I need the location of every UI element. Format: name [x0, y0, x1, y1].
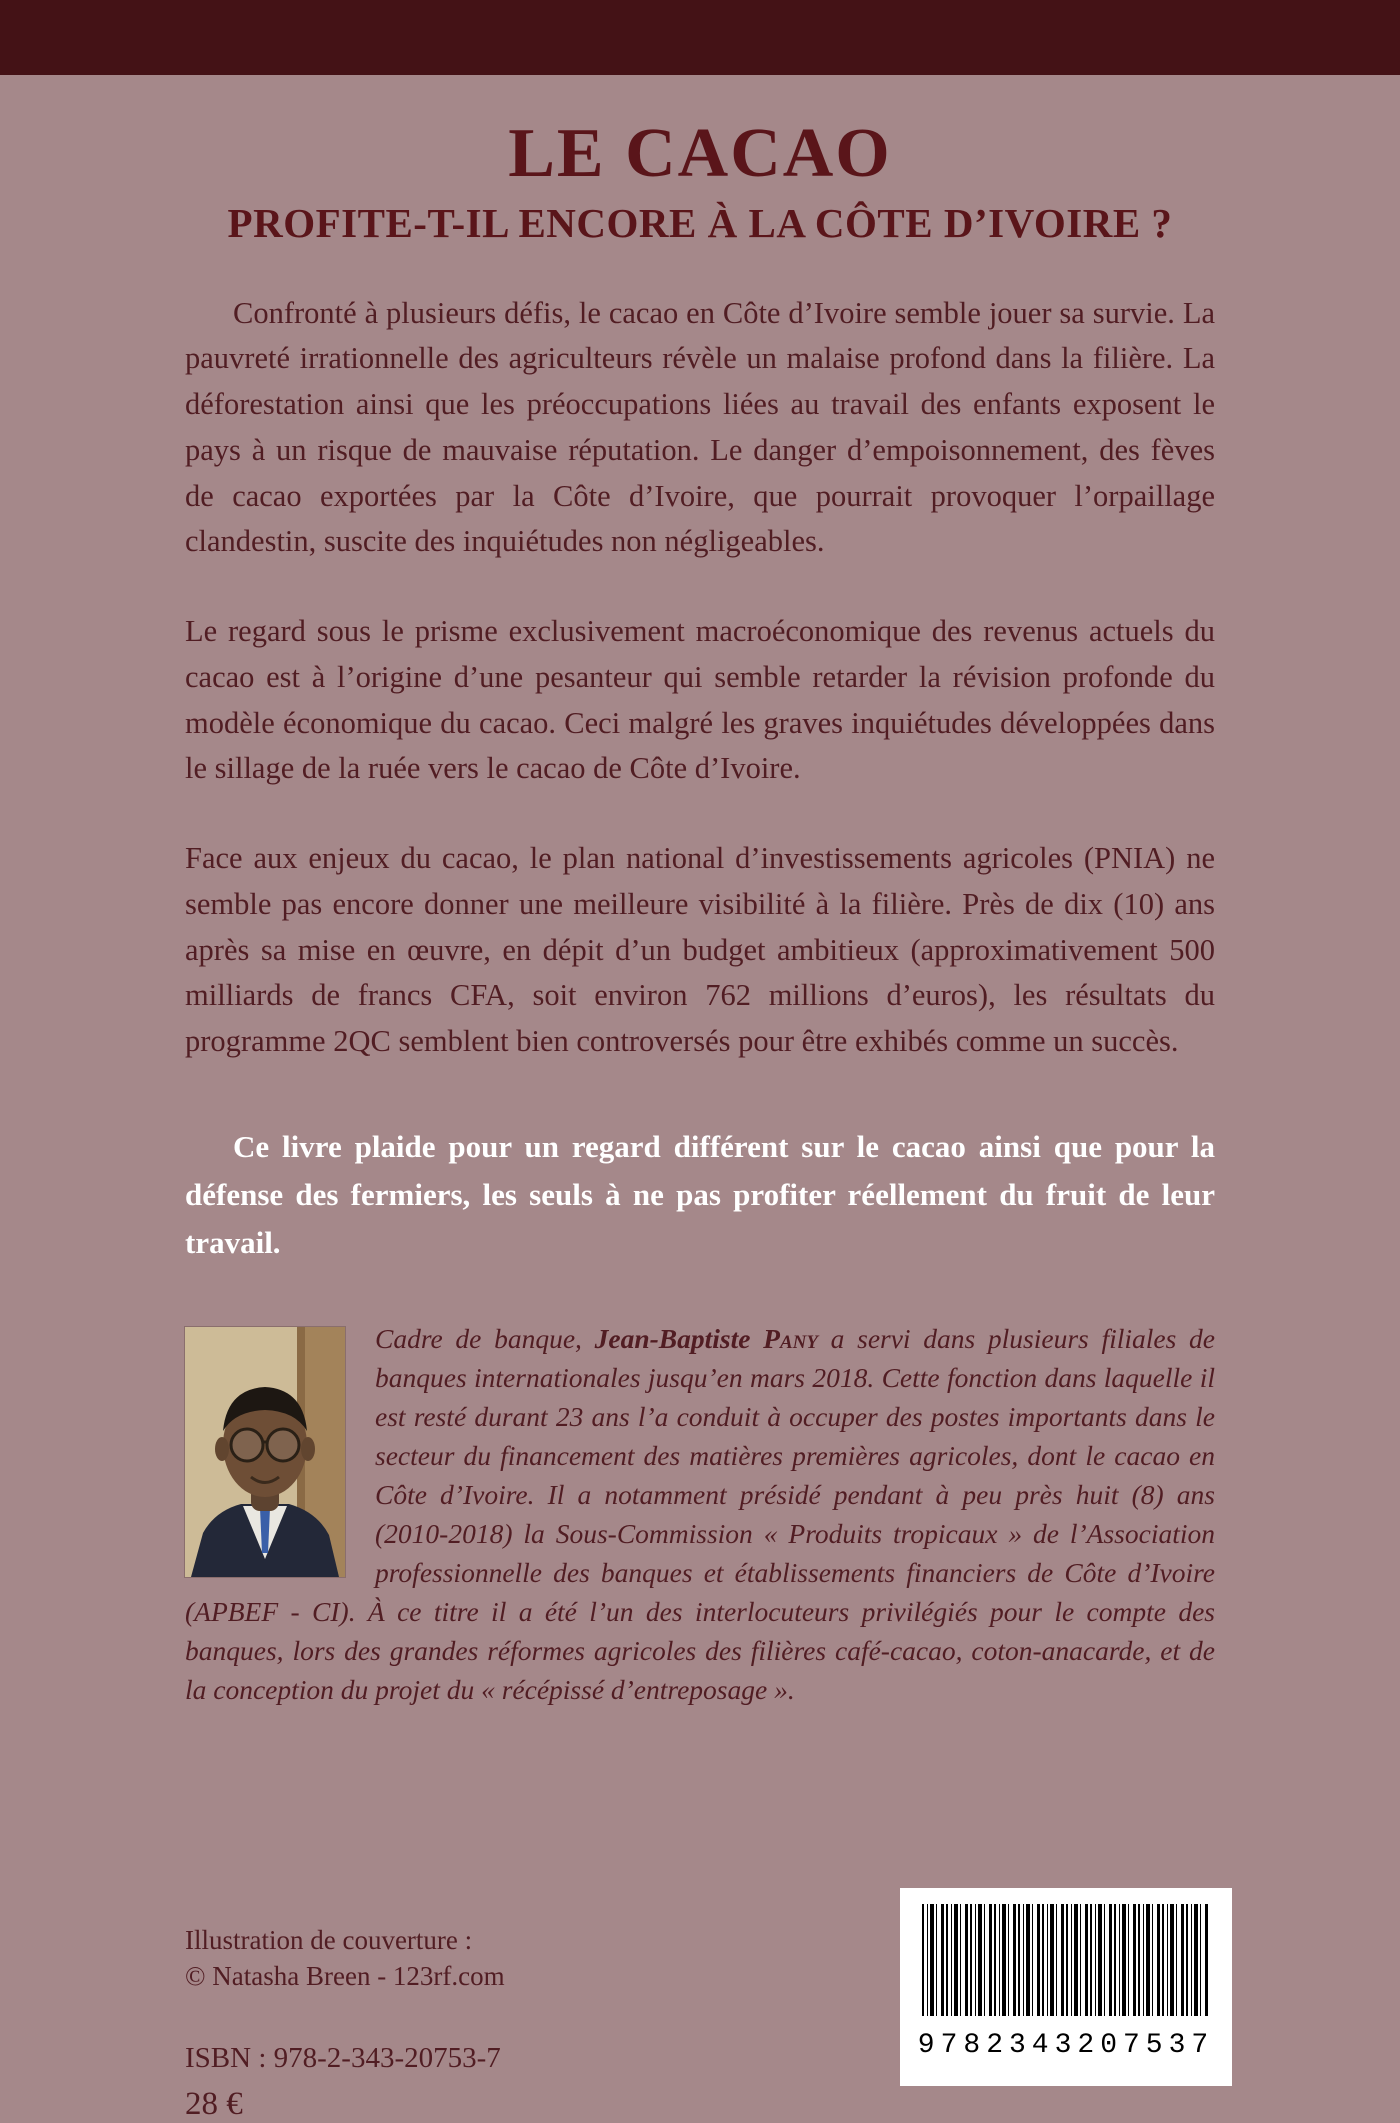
illustration-credit-line2: © Natasha Breen - 123rf.com [185, 1961, 505, 1992]
barcode-bars [922, 1904, 1210, 2016]
author-surname: Pany [763, 1322, 818, 1354]
author-photo [185, 1327, 345, 1577]
illustration-credit-line1: Illustration de couverture : [185, 1925, 473, 1955]
book-title: LE CACAO [508, 115, 892, 192]
author-first-name: Jean-Baptiste [594, 1322, 764, 1354]
book-subtitle: PROFITE-T-IL ENCORE À LA CÔTE D’IVOIRE ? [227, 199, 1173, 246]
top-bar [0, 0, 1400, 75]
author-portrait-illustration [185, 1327, 345, 1577]
paragraph-2: Le regard sous le prisme exclusivement macroéconomique des revenus actuels du cacao est à l’origine d’une pesanteur qui semble retarder la révision profonde du modèle économique du cacao. Ceci malgré les graves inquiétudes développées dans le sillage de la ruée vers le cacao de Côte d’Ivoire. [185, 614, 1215, 786]
barcode-number: 9782343207537 [917, 2030, 1215, 2061]
barcode [900, 1888, 1232, 2086]
bio-body: a servi dans plusieurs filiales de banques internationales jusqu’en mars 2018. Cette fonction dans laquelle il est resté durant 23 ans l’a conduit à occuper des postes importants dans le secteur du financement des matières premières agricoles, dont le cacao en Côte d’Ivoire. Il a notamment présidé pendant à peu près huit (8) ans (2010-2018) la Sous-Commission « Produits tropicaux » de l’Association professionnelle des banques et établissements financiers de Côte d’Ivoire (APBEF - CI). À ce titre il a été l’un des interlocuteurs privilégiés pour le compte des banques, lors des grandes réformes agricoles des filières café-cacao, coton-anacarde, et de la conception du projet du « récépissé d’entreposage ». [185, 1322, 1215, 1706]
price: 28 € [185, 2086, 243, 2122]
cover-content [0, 117, 1400, 1709]
paragraph-1: Confronté à plusieurs défis, le cacao en Côte d’Ivoire semble jouer sa survie. La pauvreté irrationnelle des agriculteurs révèle un malaise profond dans la filière. La déforestation ainsi que les préoccupations liées au travail des enfants exposent le pays à un risque de mauvaise réputation. Le danger d’empoisonnement, des fèves de cacao exportées par la Côte d’Ivoire, que pourrait provoquer l’orpaillage clandestin, suscite des inquiétudes non négligeables. [185, 295, 1215, 559]
illustration-credit [185, 1922, 505, 1995]
isbn: ISBN : 978-2-343-20753-7 [185, 2042, 501, 2074]
author-bio-section [185, 1319, 1215, 1709]
paragraph-3: Face aux enjeux du cacao, le plan national d’investissements agricoles (PNIA) ne semble pas encore donner une meilleure visibilité à la filière. Près de dix (10) ans après sa mise en œuvre, en dépit d’un budget ambitieux (approximativement 500 milliards de francs CFA, soit environ 762 millions d’euros), les résultats du programme 2QC semblent bien controversés pour être exhibés comme un succès. [185, 841, 1215, 1058]
highlight-paragraph: Ce livre plaide pour un regard différent sur le cacao ainsi que pour la défense des fermiers, les seuls à ne pas profiter réellement du fruit de leur travail. [185, 1128, 1215, 1260]
bio-prefix: Cadre de banque, [375, 1322, 595, 1354]
